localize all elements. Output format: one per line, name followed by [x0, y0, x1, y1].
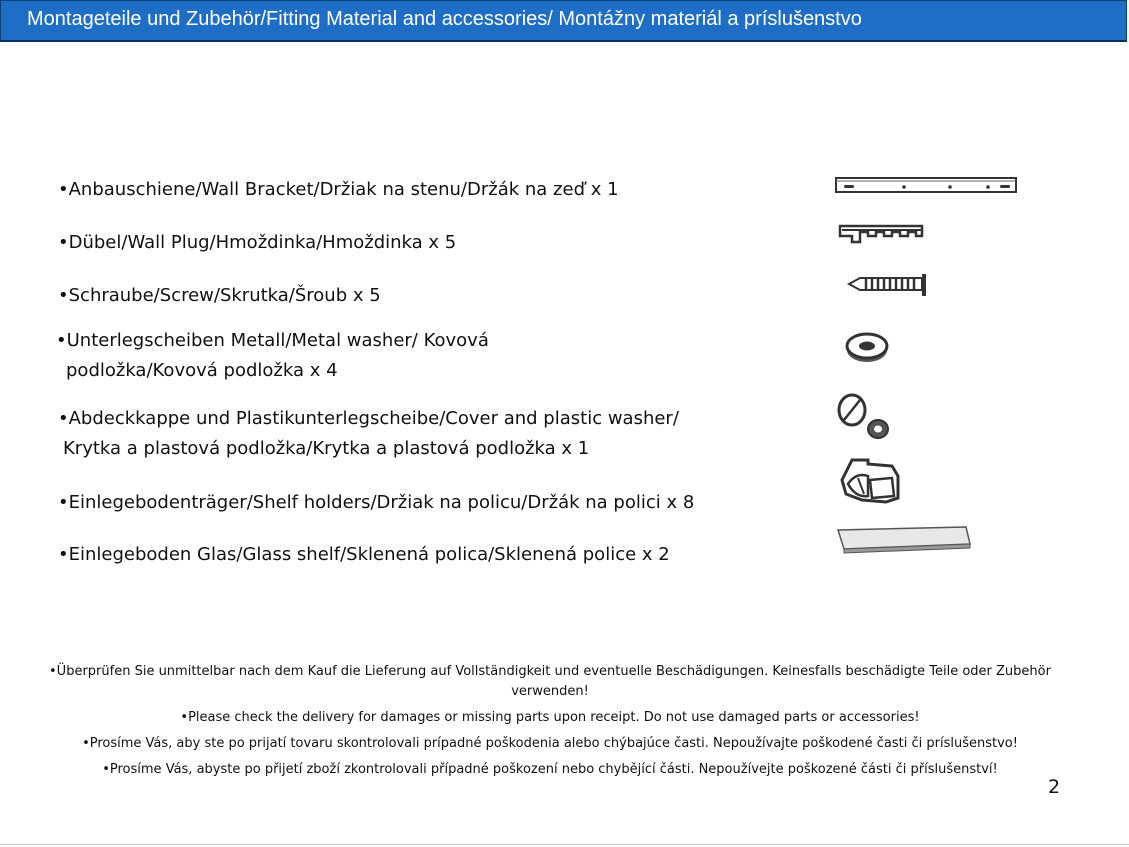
metal-washer-icon: [842, 330, 892, 366]
wall-plug-icon: [836, 220, 928, 248]
part-glass-shelf: [58, 540, 670, 570]
cover-cap-icon: [834, 392, 896, 442]
part-label: •Schraube/Screw/Skrutka/Šroub x 5: [58, 285, 381, 306]
part-screw: [58, 281, 381, 311]
part-wall-plug: [58, 228, 456, 258]
part-wall-bracket: [58, 175, 619, 205]
part-metal-washer: [56, 326, 489, 386]
part-label: •Einlegeboden Glas/Glass shelf/Sklenená polica/Sklenená police x 2: [58, 544, 670, 565]
part-cover-cap: [58, 404, 679, 464]
part-label: •Dübel/Wall Plug/Hmoždinka/Hmoždinka x 5: [58, 232, 457, 253]
header-bar: [0, 0, 1127, 42]
page-title: Montageteile und Zubehör/Fitting Material and accessories/ Montážny materiál a príslušenstvo: [27, 8, 862, 30]
notice-sk: •Prosíme Vás, aby ste po prijatí tovaru skontrolovali prípadné poškodenia alebo chýbajúce časti. Nepoužívajte poškodené časti či príslušenstvo!: [82, 736, 1018, 751]
notice-cz: •Prosíme Vás, abyste po přijetí zboží zkontrolovali případné poškození nebo chybějící části. Nepoužívejte poškozené části či příslušenství!: [102, 762, 998, 777]
notices: [40, 662, 1060, 786]
part-label-continued: podložka/Kovová podložka x 4: [66, 360, 338, 381]
notice-de: •Überprüfen Sie unmittelbar nach dem Kauf die Lieferung auf Vollständigkeit und eventuelle Beschädigungen. Keinesfalls beschädigte Teile oder Zubehör verwenden!: [49, 664, 1051, 699]
part-label: •Einlegebodenträger/Shelf holders/Držiak na policu/Držák na polici x 8: [58, 492, 695, 513]
part-label-continued: Krytka a plastová podložka/Krytka a plastová podložka x 1: [63, 438, 590, 459]
part-shelf-holder: [58, 488, 694, 518]
bottom-divider: [0, 844, 1129, 845]
glass-shelf-icon: [834, 524, 976, 554]
page-number: 2: [1048, 776, 1061, 798]
notice-en: •Please check the delivery for damages or missing parts upon receipt. Do not use damaged parts or accessories!: [180, 710, 920, 725]
shelf-holder-icon: [834, 454, 914, 514]
wall-bracket-icon: [832, 172, 1022, 198]
part-label: •Anbauschiene/Wall Bracket/Držiak na stenu/Držák na zeď x 1: [58, 179, 619, 200]
part-label: •Unterlegscheiben Metall/Metal washer/ Kovová: [56, 330, 489, 351]
part-label: •Abdeckkappe und Plastikunterlegscheibe/Cover and plastic washer/: [58, 408, 679, 429]
screw-icon: [846, 272, 930, 298]
